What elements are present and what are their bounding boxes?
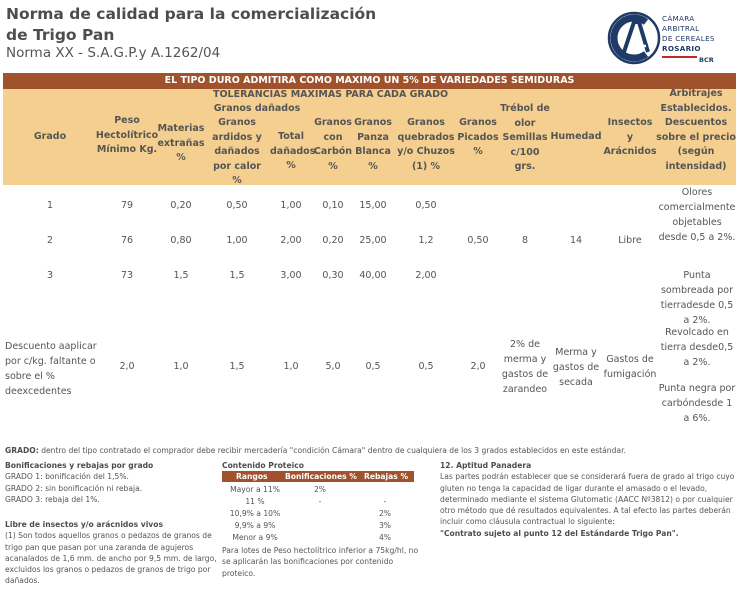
col-ardidos: Granos ardidos y dañados por calor % — [212, 117, 262, 186]
libre-title: Libre de insectos y/o arácnidos vivos — [5, 520, 163, 529]
grado-note-label: GRADO: — [5, 446, 39, 455]
proteico-row2-rebaja: - — [383, 497, 387, 506]
proteico-row1-bonif: 2% — [313, 485, 327, 494]
logo-mark-icon — [606, 8, 666, 68]
arbitraje-punta-sombreada: Punta sombreada por tierradesde 0,5 a 2%. — [660, 270, 734, 326]
libre-text: (1) Son todos aquellos granos o pedazos de granos de trigo pan que pasan por una zaranda de agujeros acanalados de 1,6 mm. de ancho por 9,5 mm. de largo, excluidos los granos o pedazos de granos de trigo por dañados. — [5, 531, 217, 586]
aptitud-text: Las partes podrán establecer que se considerará fuera de grado al trigo cuyo gluten no tenga la capacidad de ligar durante el amasado o el levado, determinado mediante el sistema Glutomatic (AACC Nº3812) o por cualquier otro método que dé resultados equivalentes. A tal efecto las partes deberán incluir como cláusula contractual lo siguiente: — [440, 472, 735, 527]
row2-picados: 0,50 — [467, 235, 489, 246]
row1-quebrados: 0,50 — [415, 200, 437, 211]
descuento-carbon: 5,0 — [325, 361, 341, 372]
row3-grado: 3 — [46, 270, 54, 281]
bonificaciones-title: Bonificaciones y rebajas por grado — [5, 461, 154, 470]
tolerancias-heading: TOLERANCIAS MAXIMAS PARA CADA GRADO — [212, 89, 449, 100]
descuento-materias: 1,0 — [173, 361, 189, 372]
proteico-note: Para lotes de Peso hectolítrico inferior a 75kg/hl, no se aplicarán las bonificaciones por contenido proteico. — [222, 546, 419, 578]
col-picados: Granos Picados % — [457, 117, 499, 157]
bonificacion-grado-3: GRADO 3: rebaja del 1%. — [5, 494, 100, 504]
row1-carbon: 0,10 — [322, 200, 344, 211]
col-quebrados: Granos quebrados y/o Chuzos (1) % — [397, 117, 455, 172]
row2-carbon: 0,20 — [322, 235, 344, 246]
proteico-header-rebajas: Rebajas % — [364, 472, 409, 481]
row2-humedad: 14 — [569, 235, 583, 246]
row2-trebol: 8 — [521, 235, 529, 246]
descuento-total: 1,0 — [283, 361, 299, 372]
row2-total: 2,00 — [280, 235, 302, 246]
aptitud-title: 12. Aptitud Panadera — [440, 461, 532, 470]
col-trebol: Trébol de olor Semillas c/100 grs. — [500, 103, 550, 172]
bonificaciones-section — [5, 460, 217, 505]
libre-section — [5, 519, 220, 587]
descuento-quebrados: 0,5 — [418, 361, 434, 372]
arbitraje-revolcado: Revolcado en tierra desde0,5 a 2%. — [660, 327, 734, 368]
page-subtitle: Norma XX - S.A.G.P.y A.1262/04 — [6, 45, 221, 61]
proteico-row5-rebaja: 4% — [378, 533, 392, 542]
descuento-ardidos: 1,5 — [229, 361, 245, 372]
page-title — [6, 4, 376, 46]
col-carbon: Granos con Carbón % — [313, 117, 353, 172]
col-insectos: Insectos y Arácnidos — [603, 117, 657, 157]
proteico-row2-rango: 11 % — [245, 497, 265, 506]
proteico-row2-bonif: - — [318, 497, 322, 506]
row3-panza: 40,00 — [359, 270, 387, 281]
descuento-panza: 0,5 — [365, 361, 381, 372]
row1-materias: 0,20 — [170, 200, 192, 211]
row3-quebrados: 2,00 — [415, 270, 437, 281]
aptitud-quote: "Contrato sujeto al punto 12 del Estándarde Trigo Pan". — [440, 528, 679, 538]
grado-note — [5, 445, 735, 456]
row1-ardidos: 0,50 — [226, 200, 248, 211]
col-humedad: Humedad — [550, 131, 602, 142]
logo-text: CÁMARA ARBITRAL DE CEREALES ROSARIO — [662, 14, 715, 53]
title-line-2: de Trigo Pan — [6, 26, 115, 44]
logo-bcr: BCR — [699, 56, 714, 64]
row2-peso: 76 — [120, 235, 134, 246]
title-line-1: Norma de calidad para la comercialización — [6, 5, 377, 23]
row3-materias: 1,5 — [173, 270, 189, 281]
row1-panza: 15,00 — [359, 200, 387, 211]
proteico-header-bonificaciones: Bonificaciones % — [285, 472, 357, 481]
descuento-trebol: 2% de merma y gastos de zarandeo — [501, 339, 549, 395]
proteico-table-header — [222, 471, 414, 482]
bonificacion-grado-1: GRADO 1: bonificación del 1,5%. — [5, 472, 129, 482]
row2-panza: 25,00 — [359, 235, 387, 246]
col-peso: Peso Hectolítrico Mínimo Kg. — [95, 115, 159, 155]
proteico-row3-rebaja: 2% — [378, 509, 392, 518]
col-grado: Grado — [33, 131, 67, 142]
proteico-row5-rango: Menor a 9% — [232, 533, 278, 542]
descuento-insectos: Gastos de fumigación — [603, 354, 657, 380]
banner: EL TIPO DURO ADMITIRA COMO MAXIMO UN 5% DE VARIEDADES SEMIDURAS — [3, 73, 736, 89]
descuento-picados: 2,0 — [470, 361, 486, 372]
camara-arbitral-logo — [606, 8, 734, 68]
row1-peso: 79 — [120, 200, 134, 211]
row3-carbon: 0,30 — [322, 270, 344, 281]
proteico-row3-rango: 10,9% a 10% — [229, 509, 281, 518]
proteico-row1-rango: Mayor a 11% — [230, 485, 280, 494]
logo-rule — [662, 56, 697, 58]
col-arbitrajes: Arbitrajes Establecidos. Descuentos sobre el precio (según intensidad) — [656, 88, 736, 172]
row2-quebrados: 1,2 — [418, 235, 434, 246]
col-materias: Materias extrañas % — [157, 123, 205, 163]
arbitraje-punta-negra: Punta negra por carbóndesde 1 a 6%. — [658, 383, 736, 424]
row3-ardidos: 1,5 — [229, 270, 245, 281]
row1-total: 1,00 — [280, 200, 302, 211]
descuento-label: Descuento aaplicar por c/kg. faltante o sobre el % deexcedentes — [5, 341, 97, 397]
col-danados-group: Granos dañados — [213, 103, 301, 114]
row3-total: 3,00 — [280, 270, 302, 281]
row2-grado: 2 — [46, 235, 54, 246]
col-panza: Granos Panza Blanca % — [354, 117, 392, 172]
proteico-row4-rango: 9,9% a 9% — [234, 521, 276, 530]
row1-grado: 1 — [46, 200, 54, 211]
col-total: Total dañados % — [270, 131, 316, 171]
row2-insectos: Libre — [618, 235, 642, 246]
proteico-row4-rebaja: 3% — [378, 521, 392, 530]
descuento-peso: 2,0 — [119, 361, 135, 372]
row2-materias: 0,80 — [170, 235, 192, 246]
proteico-title: Contenido Proteico — [222, 461, 304, 470]
grado-note-text: dentro del tipo contratado el comprador debe recibir mercadería "condición Cámara" dentro de cualquiera de los 3 grados establecidos en este estándar. — [41, 446, 626, 455]
proteico-header-rangos: Rangos — [236, 472, 268, 481]
row3-peso: 73 — [120, 270, 134, 281]
arbitraje-olores: Olores comercialmente objetables desde 0,5 a 2%. — [658, 187, 736, 243]
descuento-humedad: Merma y gastos de secada — [552, 347, 600, 388]
row2-ardidos: 1,00 — [226, 235, 248, 246]
aptitud-section — [440, 460, 735, 539]
bonificacion-grado-2: GRADO 2: sin bonificación ni rebaja. — [5, 483, 143, 493]
